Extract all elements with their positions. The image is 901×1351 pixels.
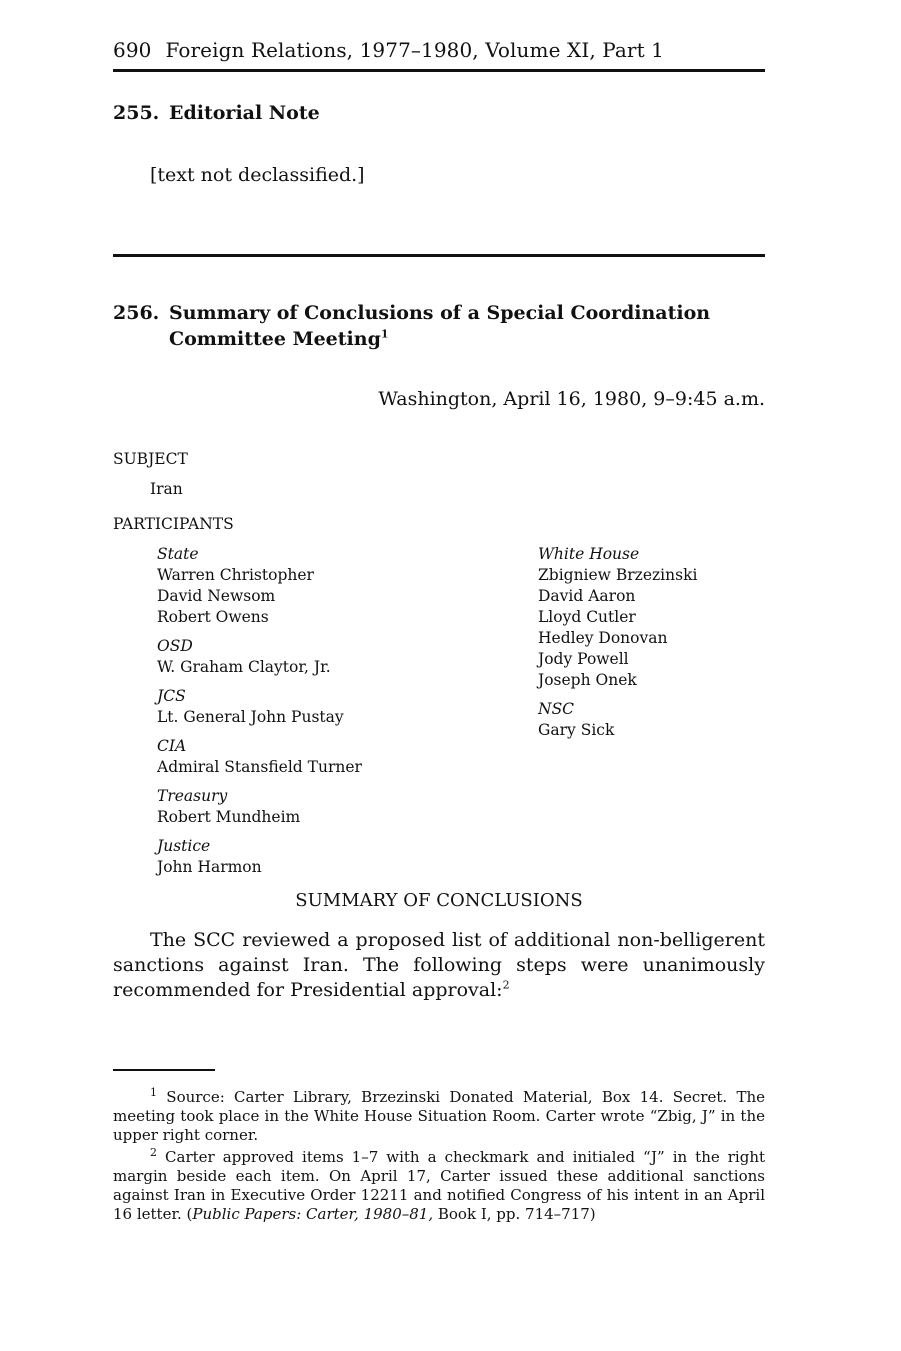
participant-name: Lloyd Cutler	[538, 608, 636, 626]
footnote-ref-1: 1	[380, 327, 389, 341]
footnote-1-text: Source: Carter Library, Brzezinski Donated Material, Box 14. Secret. The meeting took place in the White House Situation Room. Carter wrote “Zbig, J” in the upper right corner.	[113, 1088, 765, 1144]
summary-paragraph-text: The SCC reviewed a proposed list of additional non-belligerent sanctions against Iran. The following steps were unanimously recommended for Presidential approval:	[113, 929, 765, 1001]
participant-group	[157, 636, 517, 678]
footnote-2	[113, 1148, 765, 1224]
subject-value: Iran	[150, 480, 183, 498]
participant-name: David Newsom	[157, 587, 276, 605]
participant-name: Admiral Stansfield Turner	[157, 758, 362, 776]
participant-group	[157, 686, 517, 728]
participant-org: State	[157, 545, 199, 563]
footnote-1-marker: 1	[150, 1086, 157, 1099]
page-number: 690	[113, 38, 152, 62]
summary-heading: SUMMARY OF CONCLUSIONS	[295, 890, 583, 911]
participants-right-column	[538, 544, 758, 749]
participant-name: Zbigniew Brzezinski	[538, 566, 698, 584]
footnote-2-marker: 2	[150, 1146, 157, 1159]
footnote-2-citation: Public Papers: Carter, 1980–81,	[192, 1205, 434, 1223]
doc-256-title-line2: Committee Meeting	[169, 328, 381, 350]
section-divider-rule	[113, 254, 765, 257]
participant-name: W. Graham Claytor, Jr.	[157, 658, 331, 676]
footnote-2-tail: Book I, pp. 714–717)	[433, 1205, 596, 1223]
participant-group	[538, 699, 758, 741]
participant-name: Warren Christopher	[157, 566, 314, 584]
participant-org: OSD	[157, 637, 193, 655]
doc-255-body: [text not declassified.]	[150, 164, 365, 186]
participant-org: Justice	[157, 837, 211, 855]
participant-group	[538, 544, 758, 691]
participant-name: Gary Sick	[538, 721, 615, 739]
doc-256-number: 256.	[113, 302, 160, 324]
doc-256-title-line1: Summary of Conclusions of a Special Coordination	[169, 302, 711, 324]
participant-org: CIA	[157, 737, 187, 755]
participant-name: Hedley Donovan	[538, 629, 668, 647]
participant-org: Treasury	[157, 787, 228, 805]
participant-name: Jody Powell	[538, 650, 629, 668]
doc-255-title: Editorial Note	[169, 102, 320, 124]
footnote-ref-2: 2	[502, 978, 510, 992]
participant-group	[157, 836, 517, 878]
participant-name: Lt. General John Pustay	[157, 708, 344, 726]
participant-org: JCS	[157, 687, 186, 705]
doc-255-number: 255.	[113, 102, 160, 124]
participant-group	[157, 736, 517, 778]
summary-paragraph	[113, 928, 765, 1003]
participant-name: Robert Mundheim	[157, 808, 301, 826]
running-header	[113, 38, 664, 62]
doc-255-heading	[113, 100, 765, 126]
running-title: Foreign Relations, 1977–1980, Volume XI, Part 1	[165, 38, 665, 62]
participant-org: NSC	[538, 700, 575, 718]
subject-label: SUBJECT	[113, 450, 188, 468]
participant-name: Joseph Onek	[538, 671, 637, 689]
participant-group	[157, 786, 517, 828]
doc-256-heading	[113, 300, 765, 352]
participants-left-column	[157, 544, 517, 886]
footnote-rule	[113, 1069, 215, 1071]
header-rule	[113, 69, 765, 72]
participant-name: Robert Owens	[157, 608, 269, 626]
dateline: Washington, April 16, 1980, 9–9:45 a.m.	[378, 388, 765, 410]
participant-org: White House	[538, 545, 640, 563]
footnote-1	[113, 1088, 765, 1145]
participant-group	[157, 544, 517, 628]
participant-name: David Aaron	[538, 587, 636, 605]
doc-256-title	[169, 300, 729, 352]
participants-label: PARTICIPANTS	[113, 515, 234, 533]
participant-name: John Harmon	[157, 858, 262, 876]
footnote-2-text: Carter approved items 1–7 with a checkmark and initialed “J” in the right margin beside each item. On April 17, Carter issued these additional sanctions against Iran in Executive Order 12211 and notified Congress of his intent in an April 16 letter. (	[113, 1148, 766, 1223]
